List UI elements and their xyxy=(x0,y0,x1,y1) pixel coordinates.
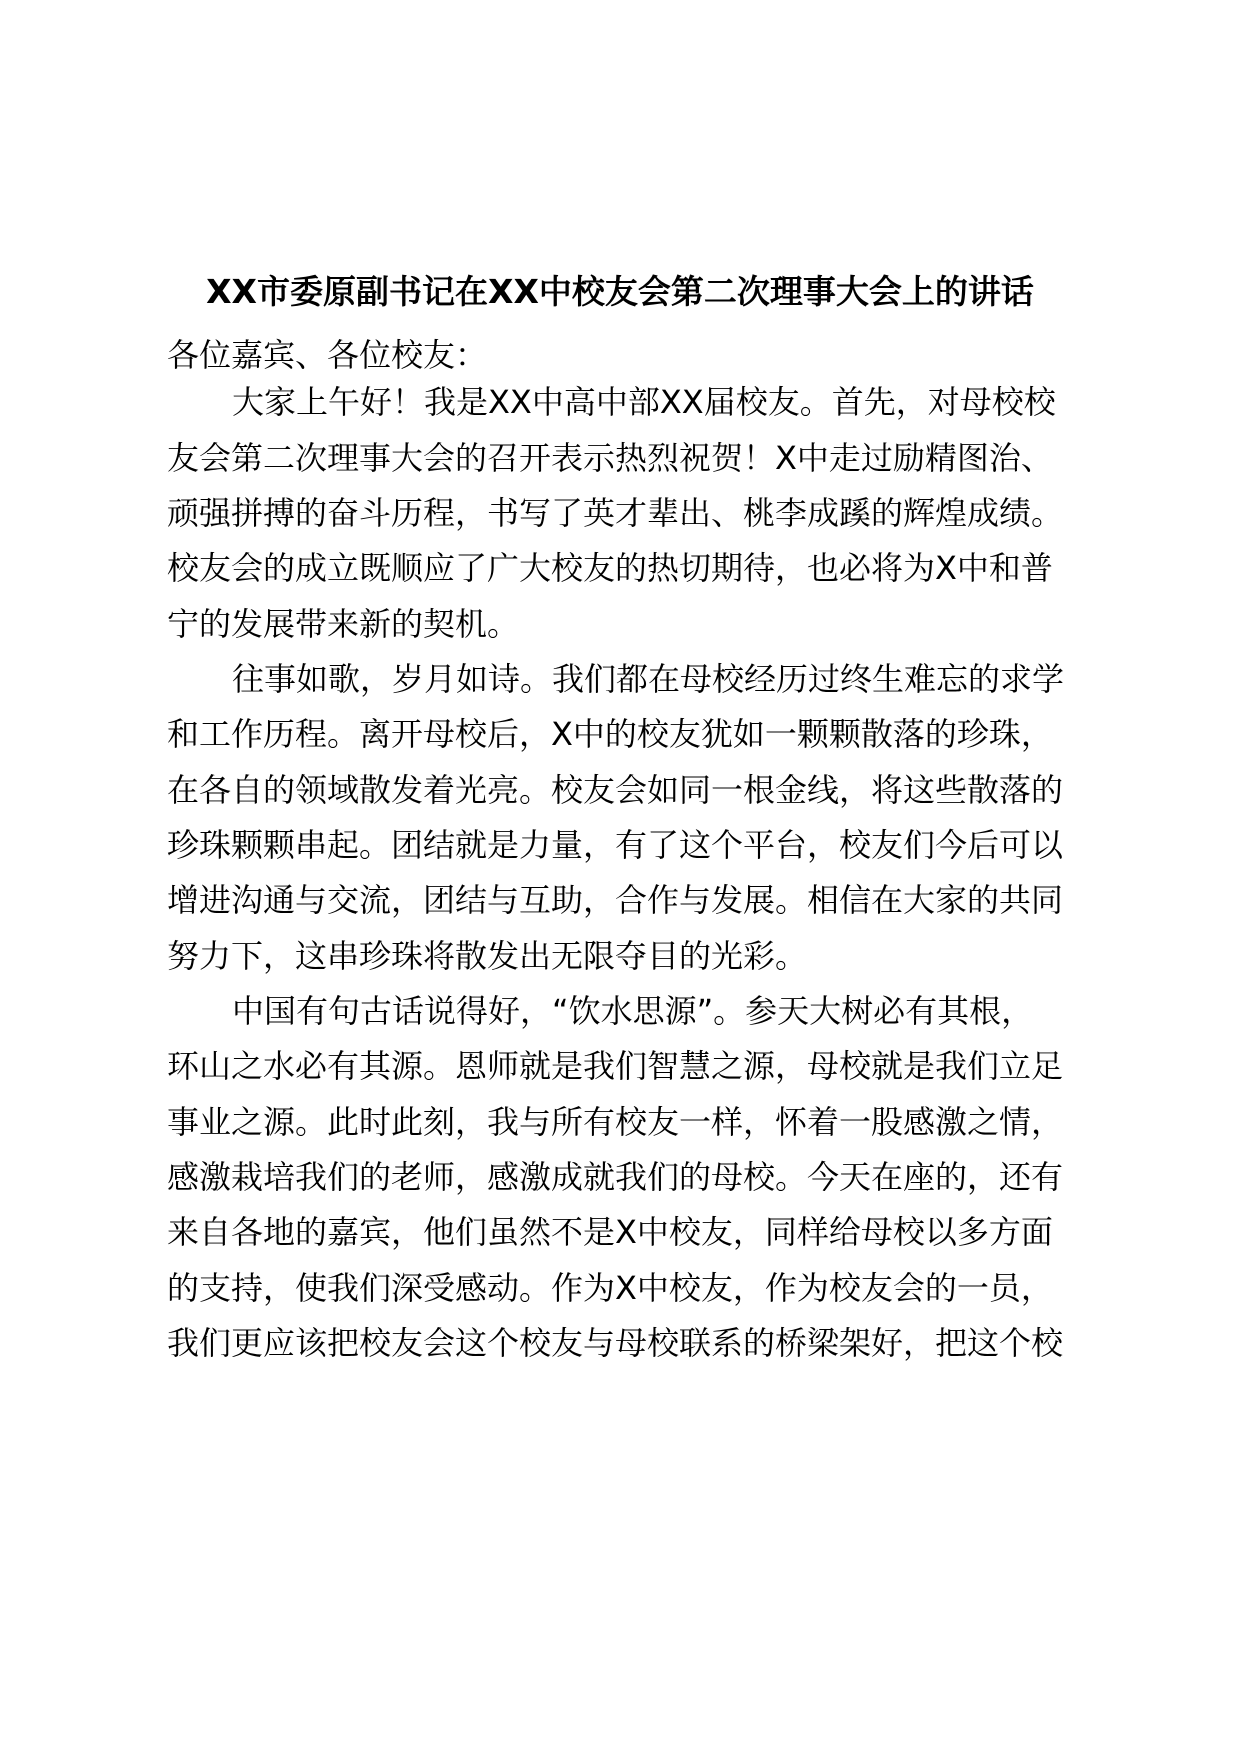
salutation: 各位嘉宾、各位校友： xyxy=(167,336,488,374)
document-title: XX市委原副书记在XX中校友会第二次理事大会上的讲话 xyxy=(206,272,1034,311)
paragraph-2-line-6: 努力下，这串珍珠将散发出无限夺目的光彩。 xyxy=(167,937,808,975)
paragraph-2-line-1: 往事如歌，岁月如诗。我们都在母校经历过终生难忘的求学 xyxy=(232,660,1065,698)
paragraph-3-line-6: 的支持，使我们深受感动。作为X中校友，作为校友会的一员， xyxy=(167,1269,1053,1307)
paragraph-3-line-2: 环山之水必有其源。恩师就是我们智慧之源，母校就是我们立足 xyxy=(167,1047,1064,1085)
paragraph-3-line-7: 我们更应该把校友会这个校友与母校联系的桥梁架好，把这个校 xyxy=(167,1324,1064,1362)
paragraph-2-line-3: 在各自的领域散发着光亮。校友会如同一根金线，将这些散落的 xyxy=(167,771,1064,809)
paragraph-1-line-3: 顽强拼搏的奋斗历程，书写了英才辈出、桃李成蹊的辉煌成绩。 xyxy=(167,494,1064,532)
paragraph-3-line-4: 感激栽培我们的老师，感激成就我们的母校。今天在座的，还有 xyxy=(167,1158,1064,1196)
paragraph-2-line-5: 增进沟通与交流，团结与互助，合作与发展。相信在大家的共同 xyxy=(167,881,1064,919)
paragraph-1-line-4: 校友会的成立既顺应了广大校友的热切期待，也必将为X中和普 xyxy=(167,549,1053,587)
paragraph-3-line-5: 来自各地的嘉宾，他们虽然不是X中校友，同样给母校以多方面 xyxy=(167,1213,1053,1251)
paragraph-1-line-5: 宁的发展带来新的契机。 xyxy=(167,605,520,643)
paragraph-1-line-1: 大家上午好！我是XX中高中部XX届校友。首先，对母校校 xyxy=(232,383,1056,421)
paragraph-2-line-4: 珍珠颗颗串起。团结就是力量，有了这个平台，校友们今后可以 xyxy=(167,826,1064,864)
paragraph-3-line-3: 事业之源。此时此刻，我与所有校友一样，怀着一股感激之情， xyxy=(167,1103,1064,1141)
paragraph-2-line-2: 和工作历程。离开母校后，X中的校友犹如一颗颗散落的珍珠， xyxy=(167,715,1053,753)
paragraph-3-line-1: 中国有句古话说得好，“饮水思源”。参天大树必有其根， xyxy=(232,992,1034,1030)
paragraph-1-line-2: 友会第二次理事大会的召开表示热烈祝贺！X中走过励精图治、 xyxy=(167,439,1053,477)
